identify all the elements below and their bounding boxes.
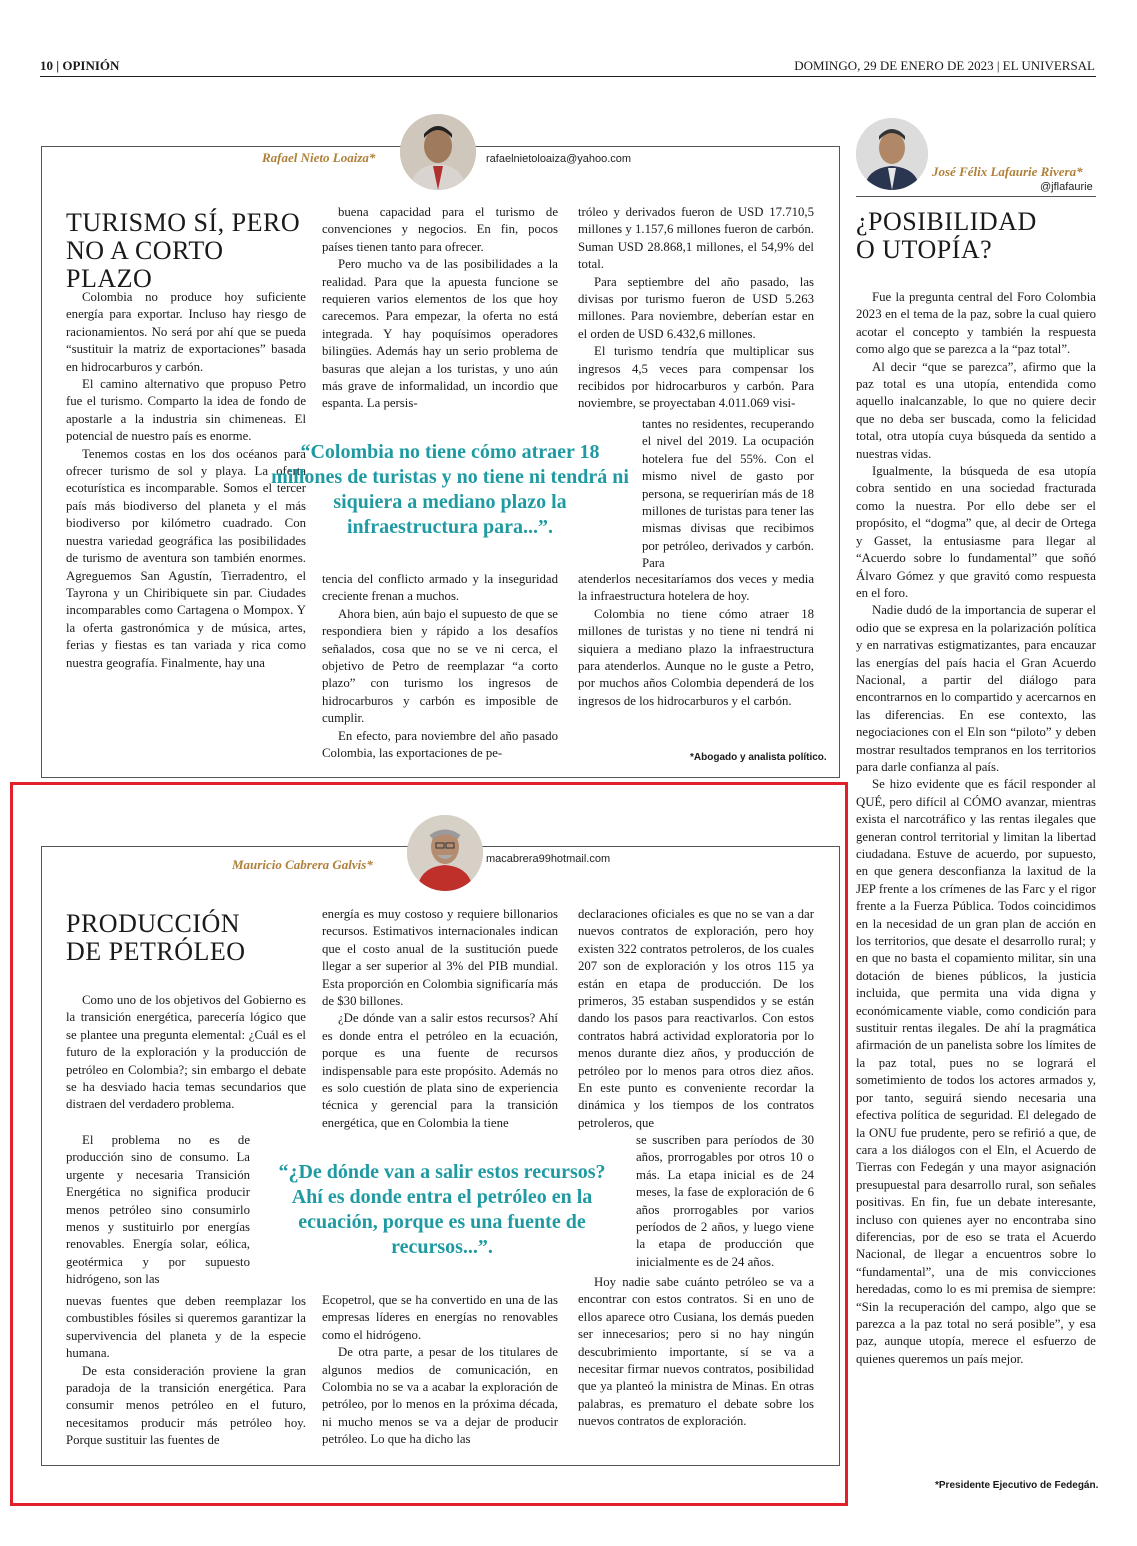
article-headline — [856, 208, 1096, 264]
paragraph: buena capacidad para el turismo de convenciones y negocios. En fin, pocos países tienen tanto para ofrecer. — [322, 205, 558, 254]
paragraph: ¿De dónde van a salir estos recursos? Ahí es donde entra el petróleo en la ecuación, porque es una fuente de recursos indispensable para este propósito. Además no es solo cuestión de plata sino de experiencia técnica y gerencial para la transición energética, que en Colombia la tiene — [322, 1011, 558, 1130]
article-column — [322, 571, 558, 762]
article-column — [578, 1274, 814, 1431]
author-handle[interactable]: @jflafaurie — [1040, 181, 1093, 193]
article-column — [322, 204, 558, 413]
author-photo-jose — [856, 118, 928, 190]
paragraph: Tenemos costas en los dos océanos para ofrecer turismo de sol y playa. La oferta ecoturística es incomparable. Somos el tercer país más biodiverso del planeta y el más biodiverso por kilómetro cuadrado. Con nuestra variedad geográfica las posibilidades de turismo de aventura son también enormes. Agreguemos San Agustín, Tierradentro, el Tayrona y un Chiribiquete sin par. Ciudades incomparables como Cartagena o Mompox. Y la oferta gastronómica y de música, artes, ferias y fiestas es tan variada y rica como nuestra geografía. Finalmente, hay una — [66, 446, 306, 670]
paragraph: tróleo y derivados fueron de USD 17.710,5 millones y 1.157,6 millones fueron de carbón. Suman USD 28.868,1 millones, el 54,9% del total. — [578, 205, 814, 272]
author-portrait-icon — [400, 114, 476, 190]
headline-line: TURISMO SÍ, PERO — [66, 208, 301, 237]
paragraph: Colombia no produce hoy suficiente energía para exportar. Incluso hay riesgo de racionamientos. No será por ahí que se pueda “sustituir la matriz de exportaciones” basada en hidrocarburos y carbón. — [66, 290, 306, 374]
article-column — [578, 571, 814, 710]
divider — [856, 196, 1096, 197]
paragraph: Como uno de los objetivos del Gobierno es la transición energética, parecería lógico que se plantee una pregunta elemental: ¿Cuál es el futuro de la exploración y la producción de petróleo en Colombia?; sin embargo el debate se ha desviado hacia temas secundarios que distraen del verdadero problema. — [66, 993, 306, 1112]
paragraph: Hoy nadie sabe cuánto petróleo se va a encontrar con estos contratos. Si en uno de ellos aparece otro Cusiana, los demás pueden ser innecesarios; pero si no hay ningún descubrimiento importante, sí se va a necesitar firmar nuevos contratos, posibilidad que ya planteó la ministra de Minas. En otras palabras, es prematuro el debate sobre los nuevos contratos de exploración. — [578, 1275, 814, 1429]
article-column — [856, 289, 1096, 1368]
headline-line: ¿POSIBILIDAD — [856, 207, 1037, 236]
paragraph: En efecto, para noviembre del año pasado Colombia, las exportaciones de pe- — [322, 728, 558, 761]
article-column — [578, 204, 814, 413]
paragraph: Colombia no tiene cómo atraer 18 millones de turistas y no tiene ni tendrá ni siquiera a mediano plazo la infraestructura para atenderlos. Aunque no le guste a Petro, por muchos años Colombia dependerá de los ingresos de los hidrocarburos y el carbón. — [578, 606, 814, 708]
headline-line: NO A CORTO PLAZO — [66, 236, 224, 293]
paragraph: se suscriben para períodos de 30 años, prorrogables por otros 10 o más. La etapa inicial es de 24 meses, la fase de exploración de 6 años prorrogables por varios períodos de 2 años, y luego viene la etapa de producción que inicialmente es de 24 años. — [636, 1133, 814, 1269]
paragraph: Igualmente, la búsqueda de esa utopía cobra sentido en una sociedad fracturada como la nuestra. Por ello debe ser el propósito, el “dogma” que, al decir de Ortega y Gasset, la entusiasme para llegar al “Acuerdo sobre lo fundamental” que soñó Álvaro Gómez y que gravitó como respuesta en el foro. — [856, 464, 1096, 600]
headline-line: O UTOPÍA? — [856, 235, 993, 264]
paragraph: Ahora bien, aún bajo el supuesto de que se respondiera bien y rápido a los desafíos señalados, cosa que no se ve ni cerca, el objetivo de Petro de reemplazar “a corto plazo” con turismo los ingresos de hidrocarburos y carbón es imposible de cumplir. — [322, 606, 558, 726]
paragraph: nuevas fuentes que deben reemplazar los combustibles fósiles si queremos garantizar la supervivencia del planeta y de la especie humana. — [66, 1294, 306, 1361]
paragraph: Fue la pregunta central del Foro Colombia 2023 en el tema de la paz, sobre la cual quiero acotar el concepto y también la respuesta como algo que se parezca a la “paz total”. — [856, 290, 1096, 357]
author-note: *Abogado y analista político. — [690, 752, 827, 763]
author-photo-mauricio — [407, 815, 483, 891]
article-column-wrap — [642, 416, 814, 573]
pull-quote: “Colombia no tiene cómo atraer 18 millones de turistas y no tiene ni tendrá ni siquiera a mediano plazo la infraestructura para...”. — [271, 441, 629, 538]
paragraph: tantes no residentes, recuperando el nivel del 2019. La ocupación hotelera fue del 55%. Con el mismo nivel de gasto por persona, se requerirían más de 18 millones de turistas para tener las mismas divisas que recibimos por petróleo, derivados y carbón. Para — [642, 417, 814, 571]
paragraph: tencia del conflicto armado y la inseguridad creciente frenan a muchos. — [322, 572, 558, 604]
author-name: Rafael Nieto Loaiza* — [262, 150, 376, 165]
paragraph: Para septiembre del año pasado, las divisas por turismo fueron de USD 5.263 millones. Para noviembre, deberían estar en el orden de USD 6.432,6 millones. — [578, 274, 814, 341]
paragraph: Ecopetrol, que se ha convertido en una de las empresas líderes en energías no renovables como el hidrógeno. — [322, 1293, 558, 1342]
paragraph: atenderlos necesitaríamos dos veces y media la infraestructura hotelera de hoy. — [578, 572, 814, 604]
paragraph: Al decir “que se parezca”, afirmo que la paz total es una utopía, entendida como aquello inalcanzable, lo que no quiere decir que no deba ser buscada, como la felicidad total, otra utopía cuya búsqueda da sentido a nuestras vidas. — [856, 359, 1096, 461]
author-photo-rafael — [400, 114, 476, 190]
paragraph: Nadie dudó de la importancia de superar el odio que se expresa en la polarización política y en narrativas estigmatizantes, para encauzar las energías del país hacia el Gran Acuerdo Nacional, a partir del diálogo para encontrarnos en lo compartido y acercarnos en las diferencias. En ese contexto, las negociaciones con el Eln son “piloto” y deben mostrar resultados tempranos en los territorios para darle confianza al país. — [856, 603, 1096, 774]
author-name: Mauricio Cabrera Galvis* — [232, 857, 373, 872]
author-email[interactable]: rafaelnietoloaiza@yahoo.com — [486, 153, 632, 165]
author-name: José Félix Lafaurie Rivera* — [932, 164, 1083, 179]
headline-line: DE PETRÓLEO — [66, 937, 246, 966]
paragraph: declaraciones oficiales es que no se van a dar nuevos contratos de exploración, pero hoy existen 322 contratos petroleros, de los cuales 207 son de exploración y los otros 115 ya están en etapa de producción. De los primeros, 35 estaban suspendidos y se están dando los pasos para reactivarlos. Con estos contratos habrá actividad exploratoria por lo menos durante diez años, y producción de petróleo por lo menos para otros diez años. En este punto es conveniente recordar la dinámica y los tiempos de los contratos petroleros, que — [578, 907, 814, 1130]
headline-line: PRODUCCIÓN — [66, 909, 241, 938]
article-headline — [66, 209, 306, 293]
article-column — [66, 1293, 306, 1450]
article-column — [322, 906, 558, 1132]
header-rule — [40, 76, 1096, 77]
paragraph: El turismo tendría que multiplicar sus ingresos 4,5 veces para compensar los recibidos por hidrocarburos y carbón. Para noviembre, se proyectaban 4.011.069 visi- — [578, 344, 814, 411]
article-column — [66, 992, 306, 1114]
paragraph: De esta consideración proviene la gran paradoja de la transición energética. Para consumir menos petróleo en el futuro, necesitamos producir más petróleo hoy. Porque sustituir las fuentes de — [66, 1363, 306, 1448]
author-portrait-icon — [856, 118, 928, 190]
author-email[interactable]: macabrera99hotmail.com — [486, 853, 611, 865]
article-column-wrap — [66, 1132, 250, 1289]
paragraph: El problema no es de producción sino de consumo. La urgente y necesaria Transición Energética no significa producir menos petróleo sino consumirlo menos y sustituirlo por energías renovables. Energía solar, eólica, geotérmica y por supuesto hidrógeno, son las — [66, 1133, 250, 1287]
paragraph: El camino alternativo que propuso Petro fue el turismo. Comparto la idea de fondo de apostarle a la industria sin chimeneas. El potencial de nuestro país es enorme. — [66, 377, 306, 444]
paragraph: Pero mucho va de las posibilidades a la realidad. Para que la apuesta funcione se requieren varios elementos de los que hoy carecemos. Para empezar, la oferta no está integrada. Y hay poquísimos operadores bilingües. Además hay un serio problema de basuras que alejan a los turistas, y uno aún más grave de informalidad, un incordio que espanta. La persis- — [322, 257, 558, 411]
article-column — [578, 906, 814, 1132]
paragraph: De otra parte, a pesar de los titulares de algunos medios de comunicación, en Colombia no se va a acabar la exploración de petróleo, por lo menos en la próxima década, ni mucho menos se va a dejar de producir petróleo. Lo que ha dicho las — [322, 1345, 558, 1447]
author-portrait-icon — [407, 815, 483, 891]
page-section-label: 10 | OPINIÓN — [40, 58, 120, 73]
pull-quote: “¿De dónde van a salir estos recursos? Ahí es donde entra el petróleo en la ecuación, porque es una fuente de recursos...”. — [278, 1161, 606, 1258]
paragraph: Se hizo evidente que es fácil responder al QUÉ, pero difícil al CÓMO avanzar, mientras exista el narcotráfico y las rentas ilegales que generan control territorial y limitan la libertad ciudadana. Estuve de acuerdo, por supuesto, en que genera desconfianza la laxitud de la JEP frente a los crímenes de las Farc y el rigor frente a la Fuerza Pública. Todos coincidimos en la necesidad de un gran plan de acción en los territorios, que desate el desarrollo rural; y en que no basta el copamiento militar, sin una dotación de bienes públicos, la justicia incluida, que permita una vida digna y económicamente viable, como condición para sustituir rentas ilegales. De ahí la pragmática afirmación de un panelista sobre los límites de la paz total, pues no se logrará el sometimiento de todos los actores armados y, por tanto, seguirá siendo necesaria una efectiva política de seguridad. El delegado de la ONU fue prudente, pero se refirió a que, de cara a los diálogos con el Eln, el Acuerdo de Tierras con Fedegán y una mayor asignación presupuestal para desarrollo rural, son señales positivas. En fin, fue un debate interesante, incluso con quienes ayer no encontraba sino diferencias, por de eso se trata el Acuerdo Nacional, de llegar a encuentros sobre lo “fundamental”, una de mis convicciones heredadas, como lo es mi premisa de siempre: “Sin la recuperación del campo, algo que se parezca a la paz total no será posible”, y esa paz, aunque utopía, merece el esfuerzo de quienes queremos un país mejor. — [856, 777, 1096, 1366]
article-column-wrap — [636, 1132, 814, 1271]
article-column — [322, 1292, 558, 1449]
paragraph: energía es muy costoso y requiere billonarios recursos. Estimativos internacionales indican que el costo anual de la sustitución puede llegar a ser superior al 3% del PIB mundial. Esta proporción en Colombia significaría más de $30 billones. — [322, 907, 558, 1009]
article-headline — [66, 910, 306, 966]
date-and-paper-name: DOMINGO, 29 DE ENERO DE 2023 | EL UNIVERSAL — [794, 58, 1095, 73]
author-note: *Presidente Ejecutivo de Fedegán. — [935, 1480, 1099, 1491]
